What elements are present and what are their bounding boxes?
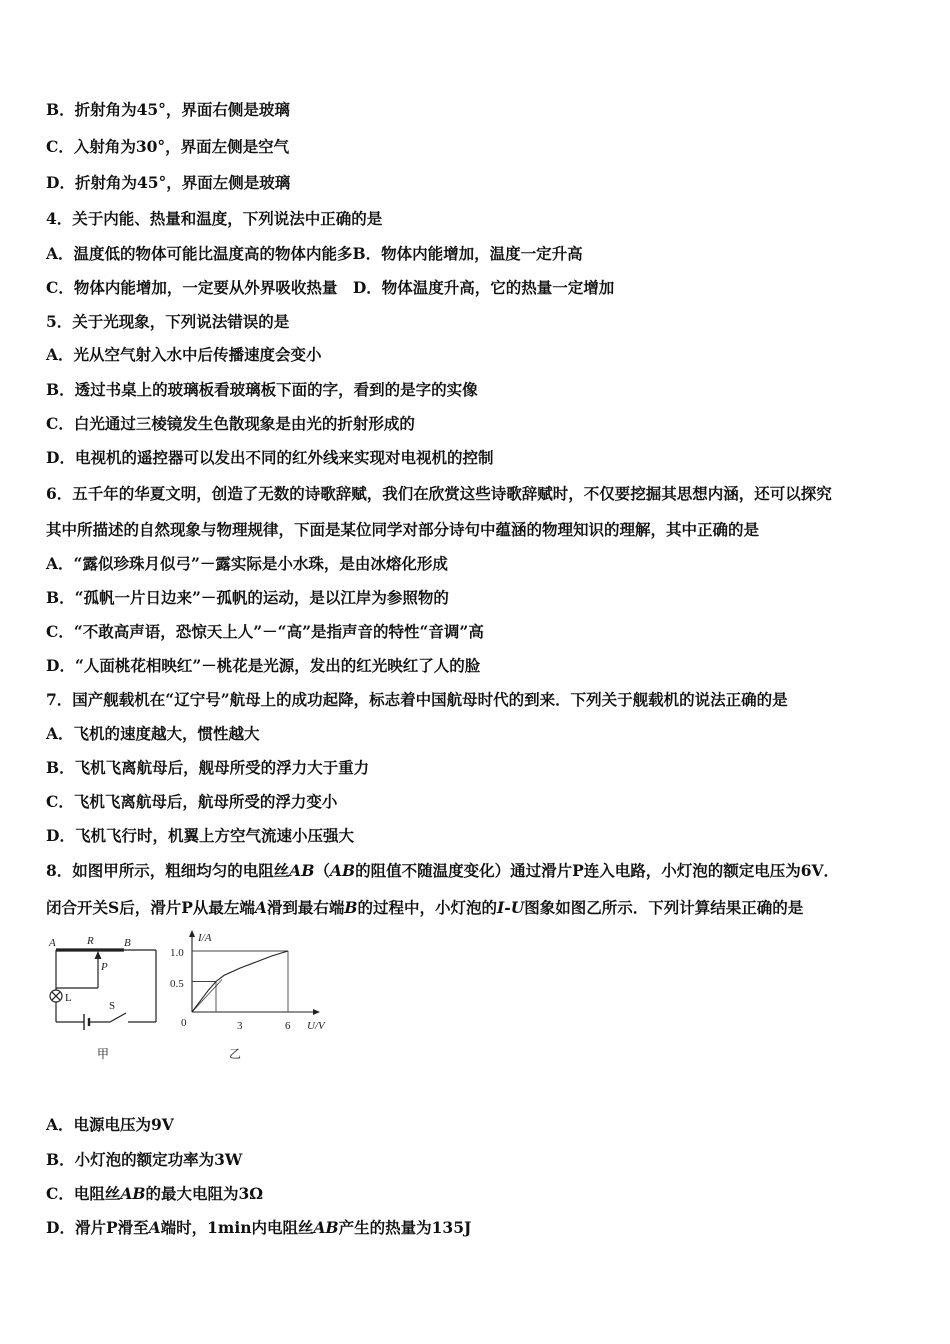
label-l: L xyxy=(65,992,72,1004)
label-r: R xyxy=(87,935,94,947)
option-8c: C．电阻丝AB的最大电阻为3Ω xyxy=(46,1184,264,1203)
option-3d: D．折射角为45°，界面左侧是玻璃 xyxy=(46,173,291,192)
switch-blade xyxy=(110,1013,126,1022)
option-3b: B．折射角为45°，界面右侧是玻璃 xyxy=(46,100,290,119)
y-axis-arrow-icon xyxy=(189,930,195,937)
origin-label: 0 xyxy=(181,1017,187,1029)
question-8-line2: 闭合开关S后，滑片P从最左端A滑到最右端B的过程中，小灯泡的I-U图象如图乙所示．下列计算结果正确的是 xyxy=(46,898,804,917)
question-4: 4．关于内能、热量和温度，下列说法中正确的是 xyxy=(46,209,383,228)
option-8a: A．电源电压为9V xyxy=(46,1115,174,1134)
option-4ab: A．温度低的物体可能比温度高的物体内能多B．物体内能增加，温度一定升高 xyxy=(46,244,583,263)
question-8-line1: 8．如图甲所示，粗细均匀的电阻丝AB（AB的阻值不随温度变化）通过滑片P连入电路，小灯泡的额定电压为6V． xyxy=(46,861,840,880)
y-axis-label: I/A xyxy=(198,932,212,944)
caption-jia: 甲 xyxy=(97,1047,110,1061)
option-8d: D．滑片P滑至A端时，1min内电阻丝AB产生的热量为135J xyxy=(46,1218,472,1237)
question-7: 7．国产舰载机在“辽宁号”航母上的成功起降，标志着中国航母时代的到来．下列关于舰载机的说法正确的是 xyxy=(46,690,788,709)
option-6d: D．“人面桃花相映红”－桃花是光源，发出的红光映红了人的脸 xyxy=(46,656,481,675)
label-b: B xyxy=(124,937,131,949)
slider-arrow-icon xyxy=(95,951,102,959)
question-6-line2: 其中所描述的自然现象与物理规律，下面是某位同学对部分诗句中蕴涵的物理知识的理解，其中正确的是 xyxy=(46,520,760,539)
option-6c: C．“不敢高声语，恐惊天上人”－“高”是指声音的特性“音调”高 xyxy=(46,622,484,641)
x-tick-3: 3 xyxy=(237,1020,243,1032)
caption-yi: 乙 xyxy=(229,1047,242,1061)
option-5b: B．透过书桌上的玻璃板看玻璃板下面的字，看到的是字的实像 xyxy=(46,380,478,399)
option-7a: A．飞机的速度越大，惯性越大 xyxy=(46,724,260,743)
label-a: A xyxy=(49,937,56,949)
x-tick-6: 6 xyxy=(285,1020,291,1032)
option-7b: B．飞机飞离航母后，舰母所受的浮力大于重力 xyxy=(46,758,370,777)
question-6-line1: 6．五千年的华夏文明，创造了无数的诗歌辞赋，我们在欣赏这些诗歌辞赋时，不仅要挖掘其思想内涵，还可以探究 xyxy=(46,484,832,503)
option-3c: C．入射角为30°，界面左侧是空气 xyxy=(46,137,290,156)
option-7d: D．飞机飞行时，机翼上方空气流速小压强大 xyxy=(46,826,354,845)
label-s: S xyxy=(109,1000,116,1012)
x-axis-label: U/V xyxy=(307,1020,325,1032)
option-5d: D．电视机的遥控器可以发出不同的红外线来实现对电视机的控制 xyxy=(46,448,494,467)
option-6a: A．“露似珍珠月似弓”－露实际是小水珠，是由冰熔化形成 xyxy=(46,554,448,573)
option-4cd: C．物体内能增加，一定要从外界吸收热量 D．物体温度升高，它的热量一定增加 xyxy=(46,278,615,297)
question-8-figure xyxy=(40,928,350,1068)
y-tick-0-5: 0.5 xyxy=(170,978,184,990)
question-5: 5．关于光现象，下列说法错误的是 xyxy=(46,312,290,331)
y-tick-1-0: 1.0 xyxy=(170,947,184,959)
option-6b: B．“孤帆一片日边来”－孤帆的运动，是以江岸为参照物的 xyxy=(46,588,449,607)
iu-graph xyxy=(170,930,326,1032)
iu-initial-segment xyxy=(192,980,222,1013)
label-p: P xyxy=(101,961,108,973)
option-8b: B．小灯泡的额定功率为3W xyxy=(46,1150,243,1169)
option-5a: A．光从空气射入水中后传播速度会变小 xyxy=(46,345,322,364)
option-5c: C．白光通过三棱镜发生色散现象是由光的折射形成的 xyxy=(46,414,415,433)
option-7c: C．飞机飞离航母后，航母所受的浮力变小 xyxy=(46,792,338,811)
x-axis-arrow-icon xyxy=(313,1009,320,1015)
